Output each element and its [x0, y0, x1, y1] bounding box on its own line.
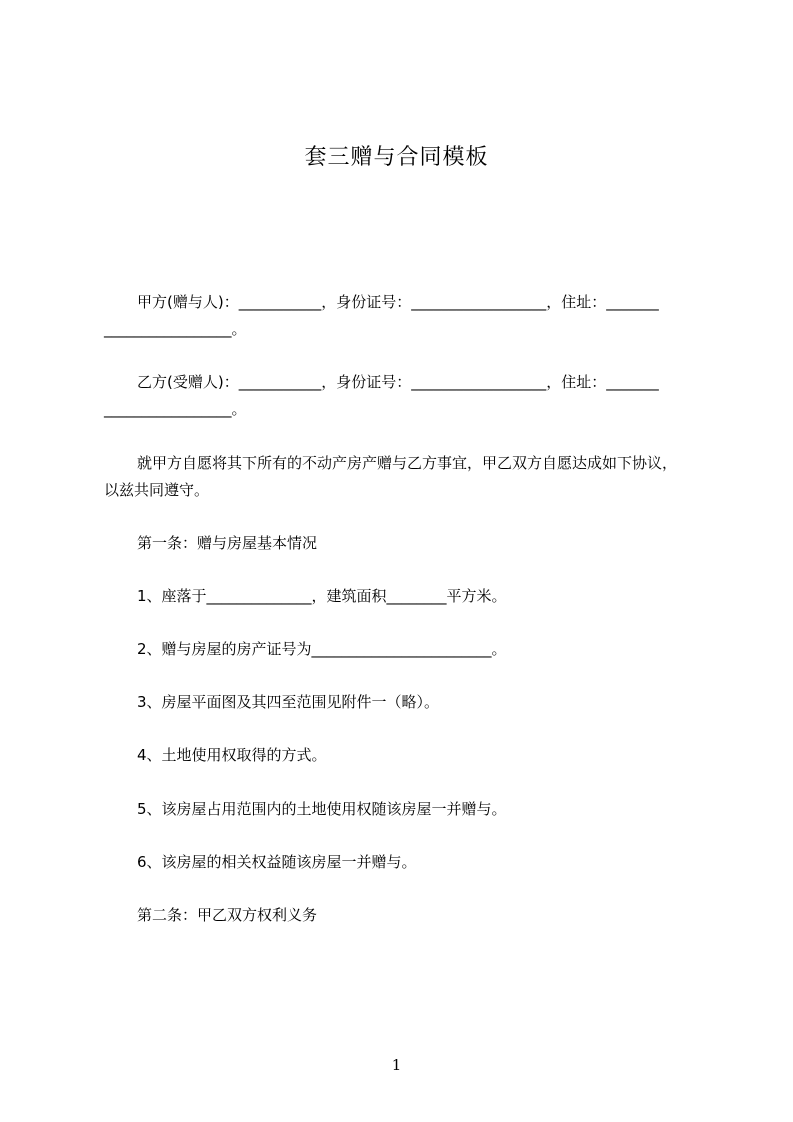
- document-title: 套三赠与合同模板: [304, 145, 489, 170]
- clause-item-5: 5、该房屋占用范围内的土地使用权随该房屋一并赠与。: [137, 800, 507, 818]
- article-2-heading: 第二条：甲乙双方权利义务: [137, 906, 318, 924]
- party-a-line-2: _________________。: [104, 320, 247, 338]
- preamble-line-2: 以兹共同遵守。: [104, 481, 210, 499]
- article-1-heading: 第一条：赠与房屋基本情况: [137, 534, 318, 552]
- party-b-line-2: _________________。: [104, 400, 247, 418]
- clause-item-4: 4、土地使用权取得的方式。: [137, 746, 327, 764]
- party-a-line-1: 甲方(赠与人)：___________，身份证号：__________________，住址：_______: [137, 293, 659, 311]
- page-number: 1: [391, 1056, 402, 1074]
- party-b-line-1: 乙方(受赠人)：___________，身份证号：__________________，住址：_______: [137, 373, 659, 391]
- clause-item-3: 3、房屋平面图及其四至范围见附件一（略）。: [137, 693, 440, 711]
- preamble-line-1: 就甲方自愿将其下所有的不动产房产赠与乙方事宜，甲乙双方自愿达成如下协议，: [137, 454, 678, 472]
- clause-item-6: 6、该房屋的相关权益随该房屋一并赠与。: [137, 853, 417, 871]
- clause-item-1: 1、座落于______________，建筑面积________平方米。: [137, 587, 507, 605]
- clause-item-2: 2、赠与房屋的房产证号为________________________。: [137, 640, 507, 658]
